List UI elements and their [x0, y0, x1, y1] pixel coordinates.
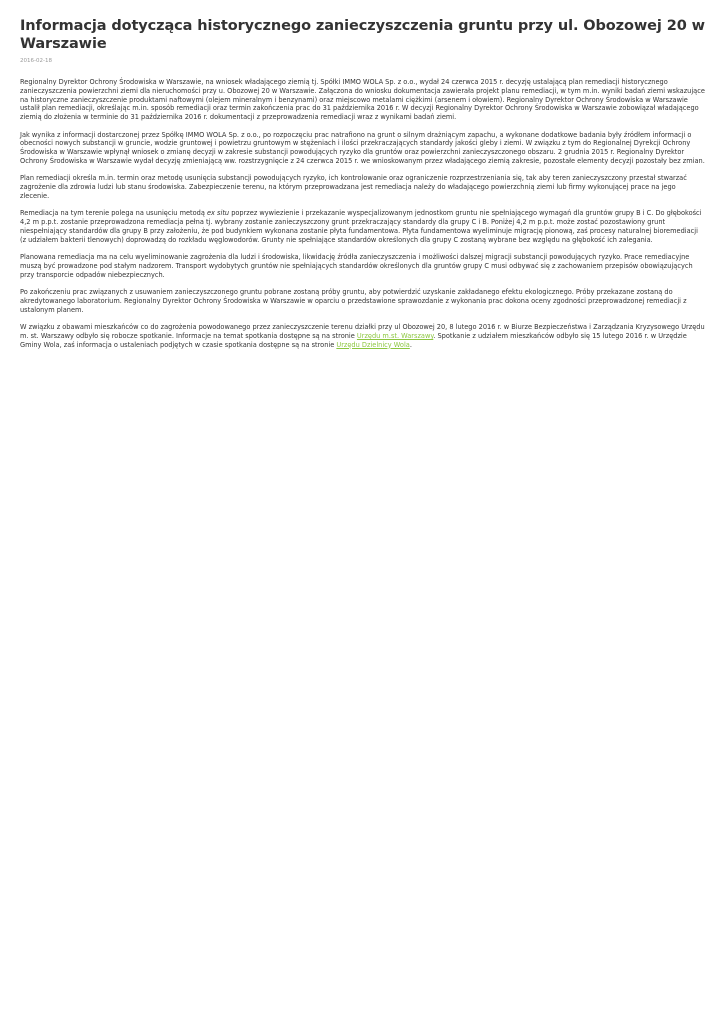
paragraph-4 — [20, 209, 705, 244]
link-urzad-warszawy[interactable]: Urzędu m.st. Warszawy — [356, 331, 434, 340]
paragraph-5: Planowana remediacja ma na celu wyeliminowanie zagrożenia dla ludzi i środowiska, likwidację źródła zanieczyszczenia i możliwości dalszej migracji substancji powodujących ryzyko. Prace remediacyjne muszą być prowadzone pod stałym nadzorem. Transport wydobytych gruntów nie spełniających standardów określonych dla gruntów grupy C musi odbywać się z zachowaniem przepisów obowiązujących przy transporcie odpadów niebezpiecznych. — [20, 253, 693, 279]
paragraph-7-text-c: . — [409, 340, 412, 349]
paragraph-4-text-a: Remediacja na tym terenie polega na usunięciu metodą — [20, 209, 207, 218]
paragraph-4-emphasis: ex situ — [207, 209, 230, 218]
link-urzad-dzielnicy-wola[interactable]: Urzędu Dzielnicy Wola — [336, 340, 410, 349]
paragraph-3: Plan remediacji określa m.in. termin oraz metodę usunięcia substancji powodujących ryzyko, ich kontrolowanie oraz ograniczenie rozprzestrzeniania się, tak aby teren zanieczyszczony przestał stwarzać zagrożenie dla zdrowia ludzi lub stanu środowiska. Zabezpieczenie terenu, na którym przeprowadzana jest remediacja należy do władającego powierzchnią ziemi lub firmy wykonującej prace na jego zlecenie. — [20, 174, 687, 200]
paragraph-1: Regionalny Dyrektor Ochrony Środowiska w Warszawie, na wniosek władającego ziemią tj. Spółki IMMO WOLA Sp. z o.o., wydał 24 czerwca 2015 r. decyzję ustalającą plan remediacji historycznego zanieczyszczenia powierzchni ziemi dla nieruchomości przy u. Obozowej 20 w Warszawie. Załączona do wniosku dokumentacja zawierała projekt planu remediacji, w tym m.in. wyniki badań ziemi wskazujące na historyczne zanieczyszczenie produktami naftowymi (olejem mineralnym i benzynami) oraz miejscowo metalami ciężkimi (arsenem i ołowiem). Regionalny Dyrektor Ochrony Środowiska w Warszawie ustalił plan remediacji, określając m.in. sposób remediacji oraz termin zakończenia prac do 31 października 2016 r. W decyzji Regionalny Dyrektor Ochrony Środowiska w Warszawie zobowiązał władającego ziemią do złożenia w terminie do 31 października 2016 r. dokumentacji z przeprowadzenia remediacji wraz z wynikami badań ziemi. — [20, 78, 705, 122]
paragraph-6: Po zakończeniu prac związanych z usuwaniem zanieczyszczonego gruntu pobrane zostaną próby gruntu, aby potwierdzić uzyskanie zakładanego efektu ekologicznego. Próby przekazane zostaną do akredytowanego laboratorium. Regionalny Dyrektor Ochrony Środowiska w Warszawie w oparciu o przedstawione sprawozdanie z wykonania prac dokona oceny zgodności przeprowadzonej remediacji z ustalonym planem. — [20, 288, 687, 314]
paragraph-2: Jak wynika z informacji dostarczonej przez Spółkę IMMO WOLA Sp. z o.o., po rozpoczęciu prac natrafiono na grunt o silnym drażniącym zapachu, a wykonane dodatkowe badania były źródłem informacji o obecności nowych substancji w gruncie, wodzie gruntowej i powietrzu gruntowym w stężeniach i ilości przekraczających standardy jakości gleby i ziemi. W związku z tym do Regionalnej Dyrekcji Ochrony Środowiska w Warszawie wpłynął wniosek o zmianę decyzji w zakresie substancji powodujących ryzyko dla gruntów oraz powierzchni zanieczyszczonego obszaru. 2 grudnia 2015 r. Regionalny Dyrektor Ochrony Środowiska w Warszawie wydał decyzję zmieniającą ww. rozstrzygnięcie z 24 czerwca 2015 r. we wnioskowanym przez władającego ziemią zakresie, pozostałe elementy decyzji pozostały bez zmian. — [20, 130, 705, 165]
paragraph-7-text-b: . Spotkanie z udziałem mieszkańców odbyło się 15 lutego 2016 r. w Urzędzie Gminy Wola, zaś informacja o ustaleniach podjętych w czasie spotkania dostępne są na stronie — [20, 331, 687, 349]
page-title: Informacja dotycząca historycznego zanieczyszczenia gruntu przy ul. Obozowej 20 w Warszawie — [20, 18, 705, 52]
article — [0, 0, 725, 349]
publish-date: 2016-02-18 — [20, 58, 52, 64]
paragraph-7 — [20, 323, 705, 349]
paragraph-7-text-a: W związku z obawami mieszkańców co do zagrożenia powodowanego przez zanieczyszczenie terenu działki przy ul Obozowej 20, 8 lutego 2016 r. w Biurze Bezpieczeństwa i Zarządzania Kryzysowego Urzędu m. st. Warszawy odbyło się robocze spotkanie. Informacje na temat spotkania dostępne są na stronie — [20, 323, 705, 340]
paragraph-4-text-b: poprzez wywiezienie i przekazanie wyspecjalizowanym jednostkom gruntu nie spełniającego wymagań dla gruntów grupy B i C. Do głębokości 4,2 m p.p.t. zostanie przeprowadzona remediacja pełna tj. wybrany zostanie zanieczyszczony grunt przekraczający standardy dla grupy C i B. Poniżej 4,2 m p.p.t. może zostać pozostawiony grunt niespełniający standardów dla grupy B przy założeniu, że pod budynkiem wykonana zostanie płyta fundamentowa. Płyta fundamentowa wyeliminuje migrację pionową, zaś procesy naturalnej bioremediacji (z udziałem bakterii tlenowych) doprowadzą do rozkładu węglowodorów. Grunty nie spełniające standardów określonych dla grupy C zostaną wybrane bez względu na głębokość ich zalegania. — [20, 209, 702, 244]
